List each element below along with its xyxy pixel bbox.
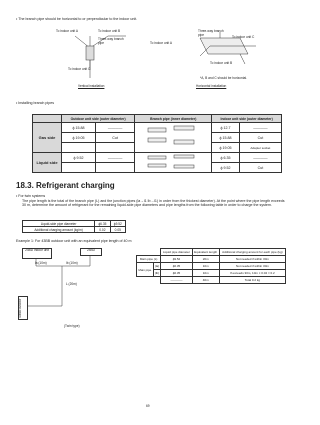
header-cell: Equivalent length [192, 249, 219, 256]
label-L: L (20m) [66, 282, 77, 286]
branch-pipe-sketch [135, 123, 212, 153]
cell: Additional charging amount (kg/m) [23, 227, 95, 233]
section-sub: • For twin systems [16, 194, 46, 198]
cell: ϕ 12.7 [212, 123, 240, 133]
table-row [137, 263, 286, 270]
branch-pipe-liquid-icon [144, 153, 202, 171]
cell: 10m [192, 263, 219, 270]
header-branch: Branch pipe (inner diameter) [135, 115, 212, 123]
cell: ϕ9.52 [161, 256, 192, 263]
cell: ———— [95, 123, 134, 133]
cell: Cut [239, 133, 281, 143]
indoor-unit-1: 24BD indoor unit [22, 248, 52, 259]
label-to-indoor-a-2: To indoor unit A [150, 41, 172, 45]
label-to-indoor-b-2: To indoor unit B [210, 61, 233, 65]
cell: Main pipe (L) [137, 256, 161, 263]
cell: ———— [239, 123, 281, 133]
bullet-icon: • [16, 194, 19, 198]
table-row [137, 270, 286, 277]
cell: ϕ9.52 [110, 221, 125, 227]
cell: ———— [95, 153, 134, 163]
cell: (lb) [154, 271, 160, 275]
label-lb: lb (10m) [66, 261, 78, 265]
cell: ϕ 9.52 [62, 153, 96, 163]
cell: Not needed if within 30m [219, 256, 285, 263]
example-table [136, 248, 286, 284]
branch-pipe-table [32, 114, 282, 173]
cell: ϕ 19.05 [62, 133, 96, 143]
branch-pipe-sketch [135, 153, 212, 173]
header-indoor: Indoor unit side (outer diameter) [212, 115, 282, 123]
caption-horizontal: Horizontal installation [196, 84, 227, 88]
cell [62, 163, 96, 173]
figure-note: *A, B and C should be horizontal. [200, 76, 247, 80]
twin-caption: (Twin type) [64, 324, 80, 328]
label-la: la (10m) [35, 261, 47, 265]
cell: ϕ 15.88 [212, 133, 240, 143]
cell: ϕ6.35 [161, 263, 192, 270]
cell [95, 143, 134, 153]
cell: Adapter socket [239, 143, 281, 153]
bullet-icon: • [16, 17, 19, 21]
cell: Cut [95, 133, 134, 143]
table-row [33, 123, 282, 133]
branch-pipe-gas-icon [144, 124, 202, 150]
cell: ———— [239, 153, 281, 163]
label-to-indoor-c: To indoor unit C [232, 35, 255, 39]
label-to-indoor-a: To indoor unit A [56, 29, 78, 33]
cell: Not needed if within 30m [219, 263, 285, 270]
bullet-icon: • [16, 101, 19, 105]
label-to-indoor-b: To indoor unit B [98, 29, 121, 33]
cell: ϕ 6.35 [212, 153, 240, 163]
cell: (la) [154, 264, 160, 268]
cell: 20m [192, 256, 219, 263]
cell: 0.02 [95, 227, 110, 233]
section-title: 18.3. Refrigerant charging [16, 181, 115, 190]
liquid-side-label: Liquid side [33, 153, 62, 173]
cell: ϕ6.35 [161, 270, 192, 277]
table-row [137, 256, 286, 263]
outdoor-unit: 43BB outdoor [18, 296, 28, 320]
cell: ϕ 9.52 [212, 163, 240, 173]
table-row [23, 227, 126, 233]
table-row [33, 153, 282, 163]
section-body: The pipe length is the total of the branch pipe (L) and the junction pipes (la→l1 lb→l1) in order from the thickest diameter). At the point where the pipe length exceeds 30 m, determine the amount of refrigerant for the remaining liquid-side pipe diameters and pipe lengths from the following table in order to charge the system. [22, 199, 285, 208]
label-to-indoor-c-2: To indoor unit C [68, 67, 91, 71]
cell: 40m [192, 277, 219, 284]
cell: Main pipe [137, 263, 154, 277]
label-three-way-2: Three-way branch pipe [198, 29, 224, 37]
twin-pipe-diagram [20, 256, 110, 318]
liquid-charge-table [22, 220, 126, 233]
page-number: 69 [146, 404, 150, 408]
cell: ———— [161, 277, 192, 284]
cell: ϕ 19.05 [212, 143, 240, 153]
cell [62, 143, 96, 153]
label-three-way-1: Three-way branch pipe [98, 37, 124, 45]
header-cell: Liquid pipe diameter [161, 249, 192, 256]
header-outdoor: Outdoor unit side (outer diameter) [62, 115, 135, 123]
intro-bullet-1: • The branch pipe should be horizontal to or perpendicular to the indoor unit. [16, 17, 138, 21]
cell: ϕ6.35 [95, 221, 110, 227]
cell: ϕ 15.88 [62, 123, 96, 133]
example-title: Example 1: For 43BB outdoor unit with an equivalent pipe length of 40 m [16, 239, 132, 243]
intro-bullet-2: • Installing branch pipes [16, 101, 55, 105]
indoor-unit-2: 24BD [80, 248, 102, 256]
cell: 0.05 [110, 227, 125, 233]
cell: Total 0.2 kg [219, 277, 285, 284]
table-row [137, 277, 286, 284]
cell [95, 163, 134, 173]
gas-side-label: Gas side [33, 123, 62, 153]
header-cell: Additional charging amount for each pipe (kg) [219, 249, 285, 256]
cell: 10m [192, 270, 219, 277]
cell: Cut [239, 163, 281, 173]
cell: Liquid-side pipe diameter [23, 221, 95, 227]
cell: If exceeds 30m, 10m × 0.02 = 0.2 [219, 270, 285, 277]
caption-vertical: Vertical installation [78, 84, 105, 88]
